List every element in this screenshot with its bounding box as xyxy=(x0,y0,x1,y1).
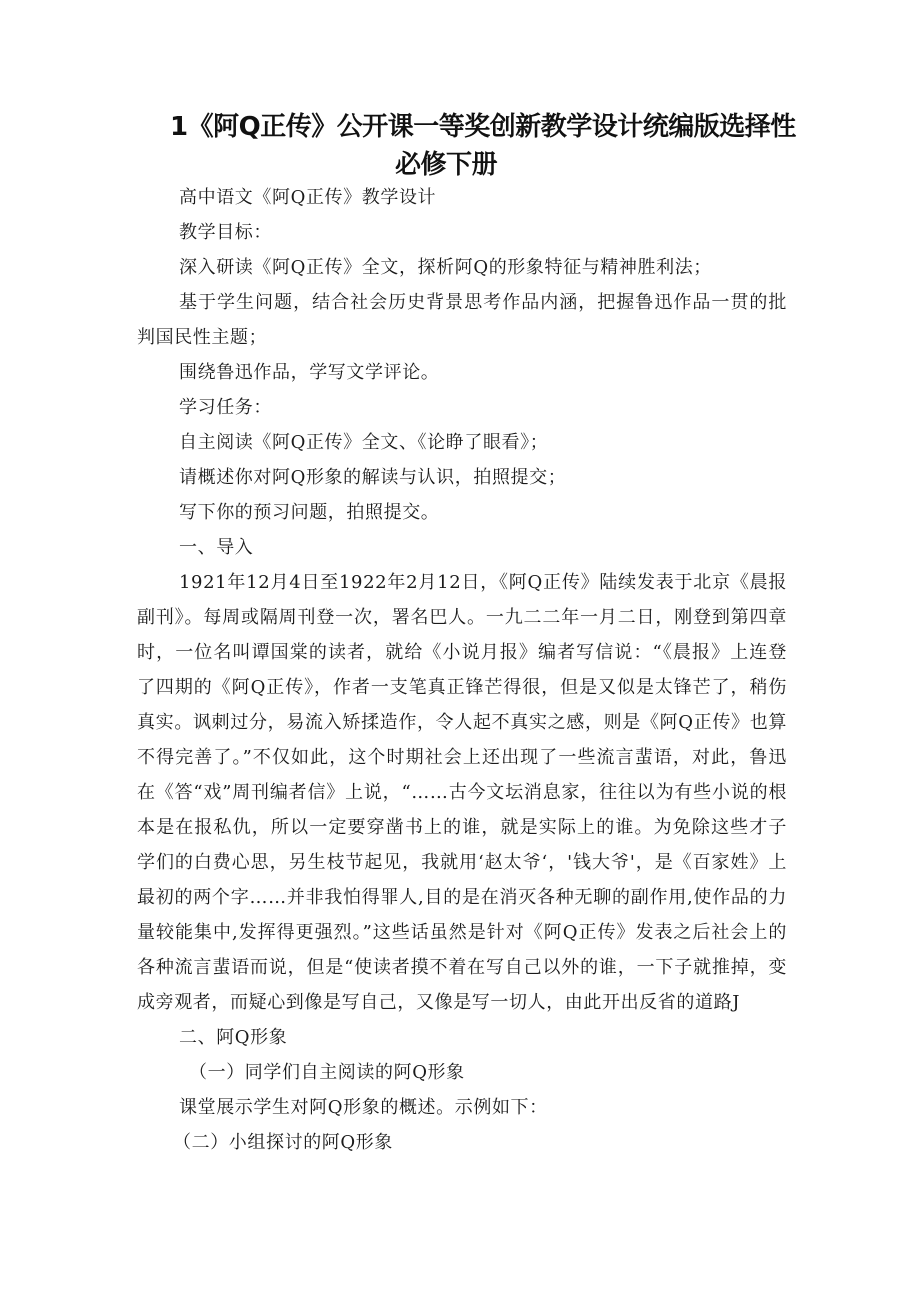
title-line-1: 1《阿Q正传》公开课一等奖创新教学设计统编版选择性 xyxy=(170,112,796,142)
task-1: 自主阅读《阿Q正传》全文、《论睁了眼看》； xyxy=(179,432,549,453)
objective-2: 基于学生问题，结合社会历史背景思考作品内涵，把握鲁迅作品一贯的批判国民性主题； xyxy=(137,292,787,348)
objective-1: 深入研读《阿Q正传》全文，探析阿Q的形象特征与精神胜利法； xyxy=(179,257,712,278)
section-2-heading: 二、阿Q形象 xyxy=(179,1027,288,1048)
subsection-1-heading: （一）同学们自主阅读的阿Q形象 xyxy=(189,1062,465,1083)
title-line-2: 必修下册 xyxy=(395,150,498,180)
document-body xyxy=(137,180,787,1160)
objective-3: 围绕鲁迅作品，学写文学评论。 xyxy=(179,362,440,383)
subsection-2-heading: （二）小组探讨的阿Q形象 xyxy=(173,1132,393,1153)
tasks-label: 学习任务： xyxy=(179,397,272,418)
section-1-heading: 一、导入 xyxy=(179,537,254,558)
document-title xyxy=(170,108,810,184)
task-3: 写下你的预习问题，拍照提交。 xyxy=(179,502,440,523)
intro-paragraph: 1921年12月4日至1922年2月12日，《阿Q正传》陆续发表于北京《晨报副刊》。每周或隔周刊登一次，署名巴人。一九二二年一月二日，刚登到第四章时，一位名叫谭国棠的读者，就给《小说月报》编者写信说：“《晨报》上连登了四期的《阿Q正传》，作者一支笔真正锋芒得很，但是又似是太锋芒了，稍伤真实。讽刺过分，易流入矫揉造作，令人起不真实之感，则是《阿Q正传》也算不得完善了。”不仅如此，这个时期社会上还出现了一些流言蜚语，对此，鲁迅在《答“戏”周刊编者信》上说，“……古今文坛消息家，往往以为有些小说的根本是在报私仇，所以一定要穿凿书上的谁，就是实际上的谁。为免除这些才子学们的白费心思，另生枝节起见，我就用‘赵太爷‘，'钱大爷'，是《百家姓》上最初的两个字……并非我怕得罪人,目的是在消灭各种无聊的副作用,使作品的力量较能集中,发挥得更强烈。”这些话虽然是针对《阿Q正传》发表之后社会上的各种流言蜚语而说，但是“使读者摸不着在写自己以外的谁，一下子就推掉，变成旁观者，而疑心到像是写自己，又像是写一切人，由此开出反省的道路J xyxy=(137,572,787,1013)
doc-heading: 高中语文《阿Q正传》教学设计 xyxy=(179,187,437,208)
subsection-1-text: 课堂展示学生对阿Q形象的概述。示例如下： xyxy=(179,1097,548,1118)
objectives-label: 教学目标： xyxy=(179,222,272,243)
task-2: 请概述你对阿Q形象的解读与认识，拍照提交； xyxy=(179,467,567,488)
